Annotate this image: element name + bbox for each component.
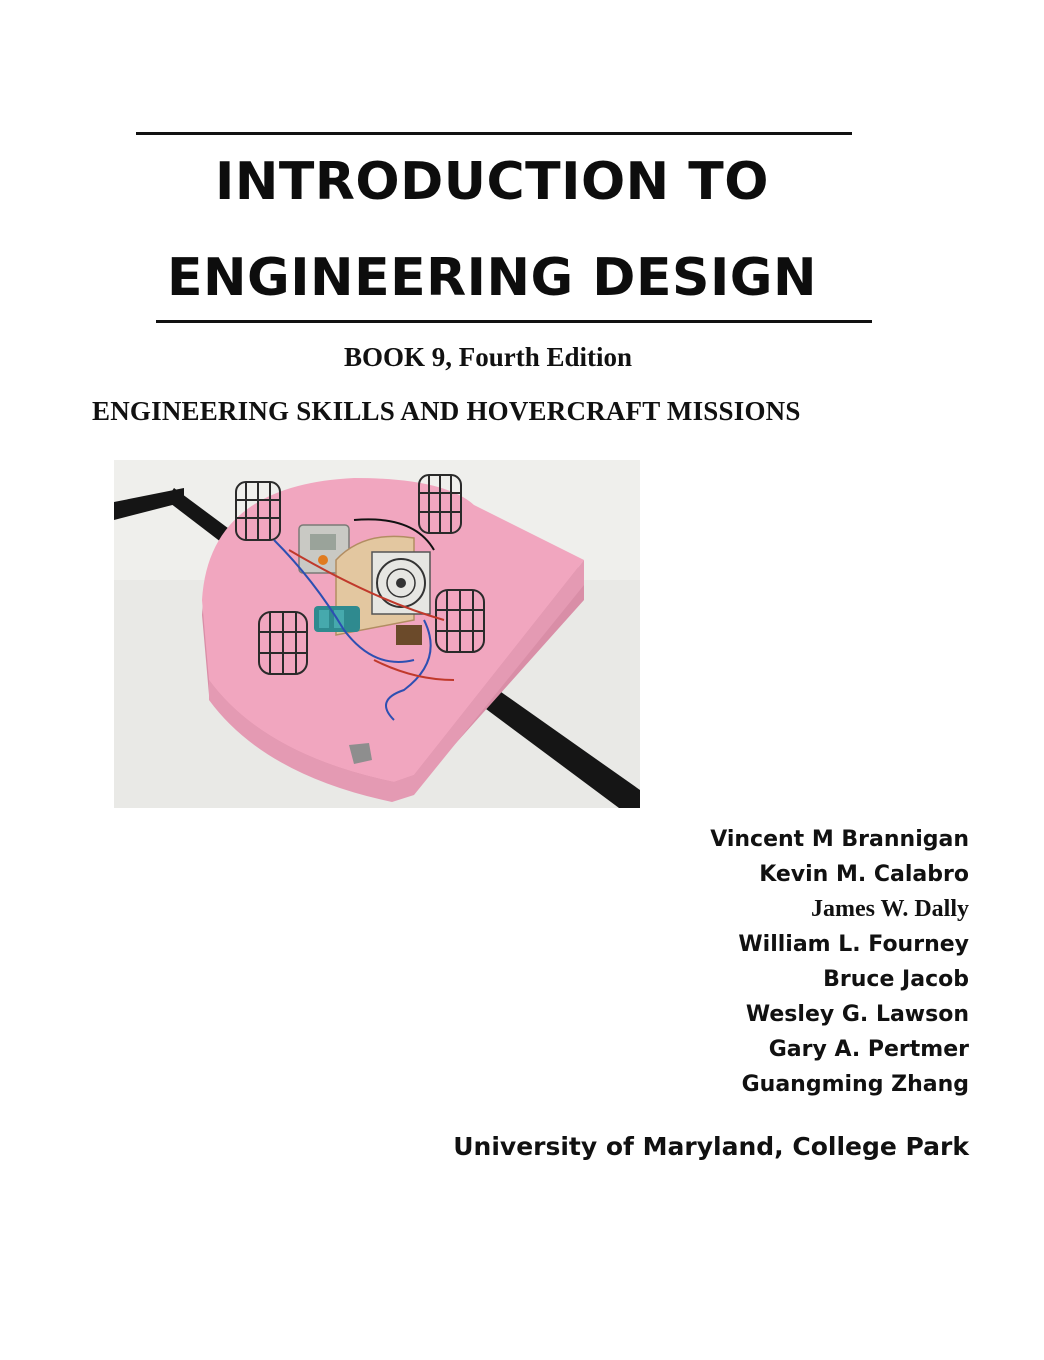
university-name: University of Maryland, College Park	[453, 1132, 969, 1161]
title-line-2: ENGINEERING DESIGN	[166, 248, 817, 308]
title-line-1: INTRODUCTION TO	[215, 152, 769, 212]
author-name: Vincent M Brannigan	[710, 827, 969, 852]
author-name: Guangming Zhang	[741, 1072, 969, 1097]
bottom-rule	[156, 320, 872, 323]
subtitle: ENGINEERING SKILLS AND HOVERCRAFT MISSIONS	[92, 396, 801, 426]
author-name: Gary A. Pertmer	[768, 1037, 969, 1062]
author-list	[710, 822, 969, 1102]
hovercraft-photo	[114, 460, 640, 808]
author-name: William L. Fourney	[738, 932, 969, 957]
author-name: Wesley G. Lawson	[745, 1002, 969, 1027]
author-name: Bruce Jacob	[823, 967, 969, 992]
author-name: James W. Dally	[810, 896, 969, 922]
edition-label: BOOK 9, Fourth Edition	[343, 342, 633, 372]
top-rule	[136, 132, 852, 135]
author-name: Kevin M. Calabro	[759, 862, 969, 887]
